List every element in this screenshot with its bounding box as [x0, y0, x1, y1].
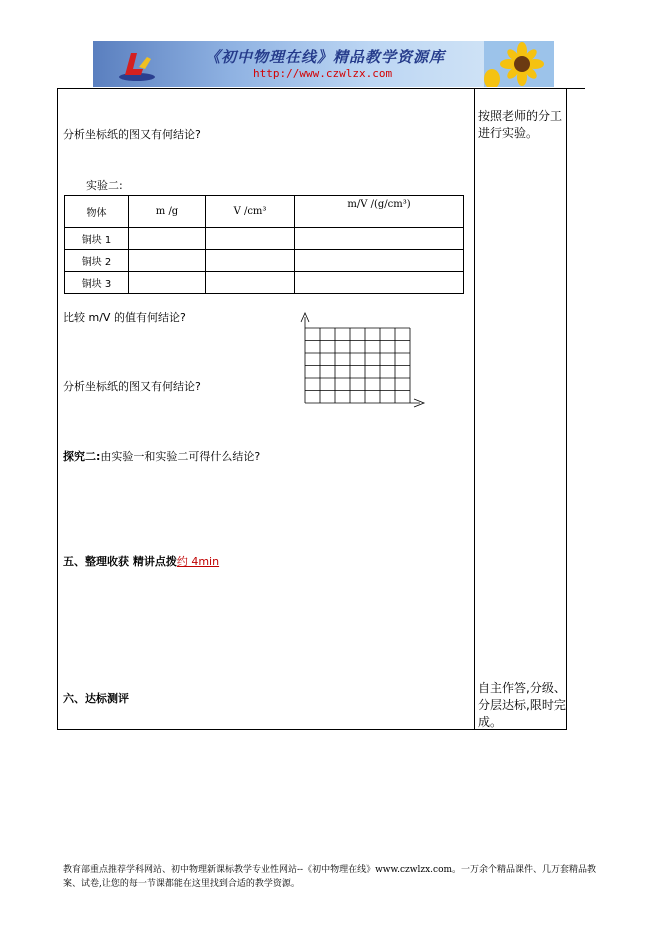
header-banner [93, 41, 554, 87]
table-cell [295, 250, 464, 272]
table-cell [129, 272, 206, 294]
section5-heading [63, 555, 219, 569]
table-row [65, 272, 464, 294]
table-cell [206, 250, 295, 272]
banner-url: http://www.czwlzx.com [253, 67, 393, 80]
row-label: 铜块 1 [65, 228, 129, 250]
question-analyze-2: 分析坐标纸的图又有何结论? [63, 380, 201, 393]
logo-icon [117, 47, 157, 83]
header-density: m/V /(g/cm³) [295, 196, 464, 228]
table-row [65, 228, 464, 250]
table-cell [129, 250, 206, 272]
explore2-label: 探究二: [63, 450, 101, 463]
side-note-assessment: 自主作答,分级、分层达标,限时完成。 [478, 681, 566, 729]
column-divider [474, 88, 475, 730]
coordinate-grid [296, 311, 426, 409]
table-row [65, 250, 464, 272]
banner-title: 《初中物理在线》精品教学资源库 [205, 48, 446, 66]
table-cell [129, 228, 206, 250]
content-frame [57, 88, 567, 730]
table-cell [295, 228, 464, 250]
table-cell [295, 272, 464, 294]
header-mass: m /g [129, 196, 206, 228]
explore2-question: 由实验一和实验二可得什么结论? [100, 450, 261, 463]
table-header-row [65, 196, 464, 228]
table-cell [206, 228, 295, 250]
section5-time: 约 4min [176, 555, 220, 568]
explore2-line [63, 450, 260, 464]
header-volume: V /cm³ [206, 196, 295, 228]
row-label: 铜块 2 [65, 250, 129, 272]
experiment2-table [64, 195, 464, 294]
header-object: 物体 [65, 196, 129, 228]
row-label: 铜块 3 [65, 272, 129, 294]
experiment2-label: 实验二: [86, 179, 123, 192]
question-analyze-1: 分析坐标纸的图又有何结论? [63, 128, 201, 141]
sunflower-icon [484, 41, 554, 87]
section6-heading: 六、达标测评 [63, 692, 129, 705]
section5-title: 五、整理收获 精讲点拨 [63, 555, 177, 568]
table-cell [206, 272, 295, 294]
question-compare: 比较 m/V 的值有何结论? [63, 311, 186, 324]
side-note-experiment: 按照老师的分工进行实验。 [478, 109, 563, 140]
footer-text: 教育部重点推荐学科网站、初中物理新课标教学专业性网站--《初中物理在线》www.czwlzx.com。一万余个精品课件、几万套精品教案、试卷,让您的每一节课都能在这里找到合适的教学资源。 [63, 865, 597, 889]
